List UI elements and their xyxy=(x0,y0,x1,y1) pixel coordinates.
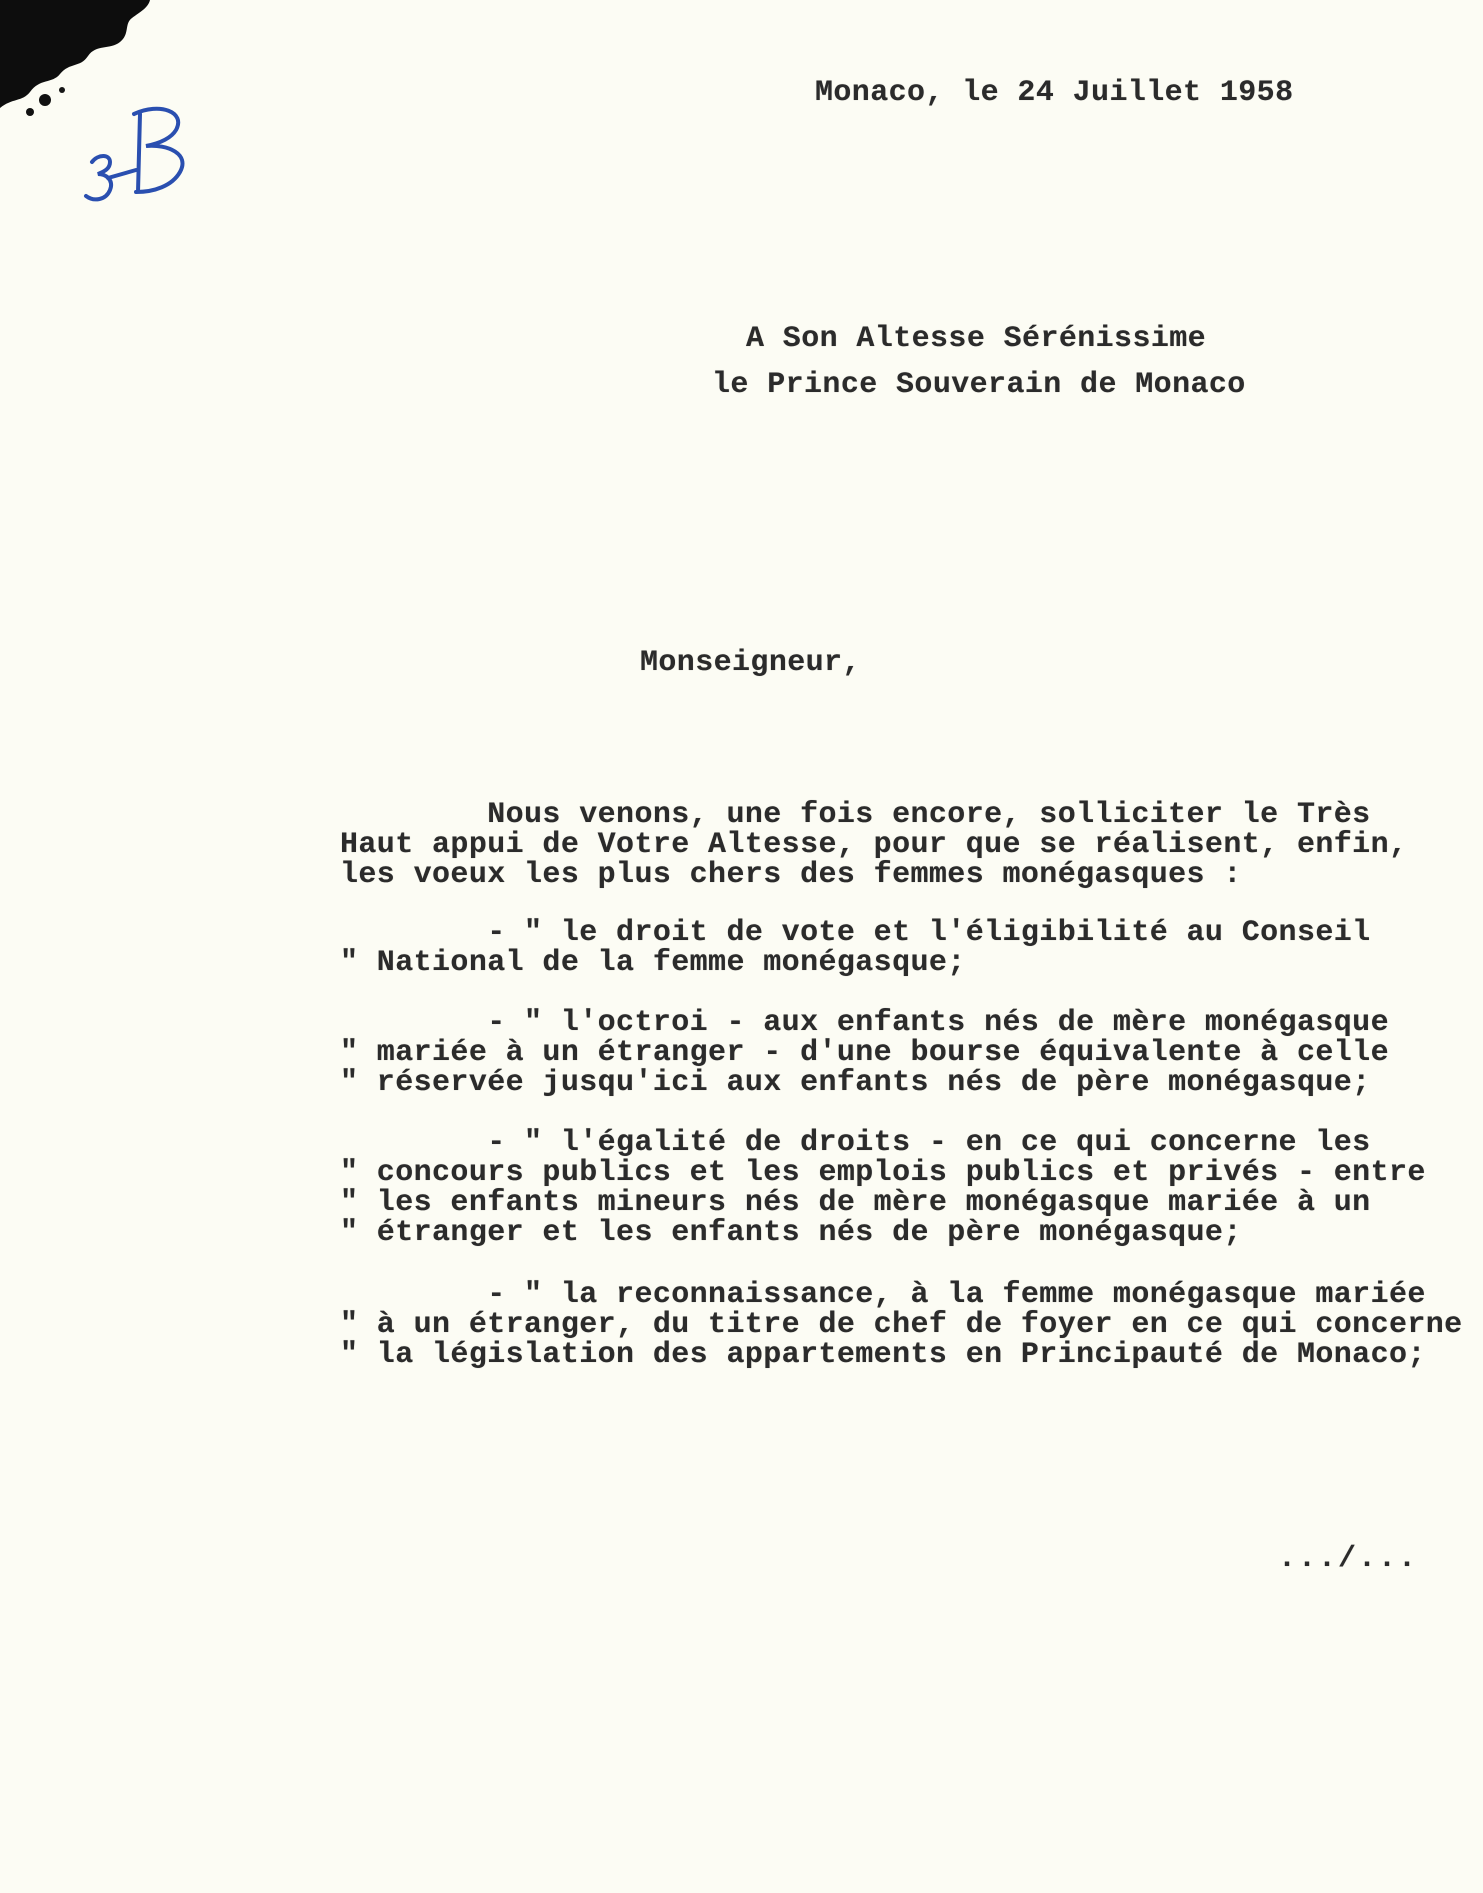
salutation: Monseigneur, xyxy=(640,646,861,680)
addressee-line-1: A Son Altesse Sérénissime xyxy=(746,322,1207,356)
item-3-line-3: " les enfants mineurs nés de mère monégasque mariée à un xyxy=(340,1186,1371,1220)
intro-line-1: Nous venons, une fois encore, solliciter le Très xyxy=(340,798,1371,832)
item-2-line-3: " réservée jusqu'ici aux enfants nés de père monégasque; xyxy=(340,1066,1371,1100)
item-1-line-1: - " le droit de vote et l'éligibilité au Conseil xyxy=(340,916,1371,950)
item-2-line-2: " mariée à un étranger - d'une bourse équivalente à celle xyxy=(340,1036,1389,1070)
item-4-line-1: - " la reconnaissance, à la femme monégasque mariée xyxy=(340,1278,1426,1312)
item-3-line-1: - " l'égalité de droits - en ce qui concerne les xyxy=(340,1126,1371,1160)
item-3-line-4: " étranger et les enfants nés de père monégasque; xyxy=(340,1216,1242,1250)
continuation-mark: .../... xyxy=(1278,1542,1419,1576)
intro-line-3: les voeux les plus chers des femmes monégasques : xyxy=(340,858,1242,892)
item-4-line-2: " à un étranger, du titre de chef de foyer en ce qui concerne xyxy=(340,1308,1463,1342)
item-2-line-1: - " l'octroi - aux enfants nés de mère monégasque xyxy=(340,1006,1389,1040)
item-3-line-2: " concours publics et les emplois publics et privés - entre xyxy=(340,1156,1426,1190)
intro-line-2: Haut appui de Votre Altesse, pour que se réalisent, enfin, xyxy=(340,828,1408,862)
date-line: Monaco, le 24 Juillet 1958 xyxy=(815,76,1294,110)
item-1-line-2: " National de la femme monégasque; xyxy=(340,946,966,980)
handwritten-mark-icon xyxy=(80,100,210,220)
addressee-line-2: le Prince Souverain de Monaco xyxy=(712,368,1246,402)
handwritten-annotation xyxy=(80,100,210,220)
item-4-line-3: " la législation des appartements en Principauté de Monaco; xyxy=(340,1338,1426,1372)
